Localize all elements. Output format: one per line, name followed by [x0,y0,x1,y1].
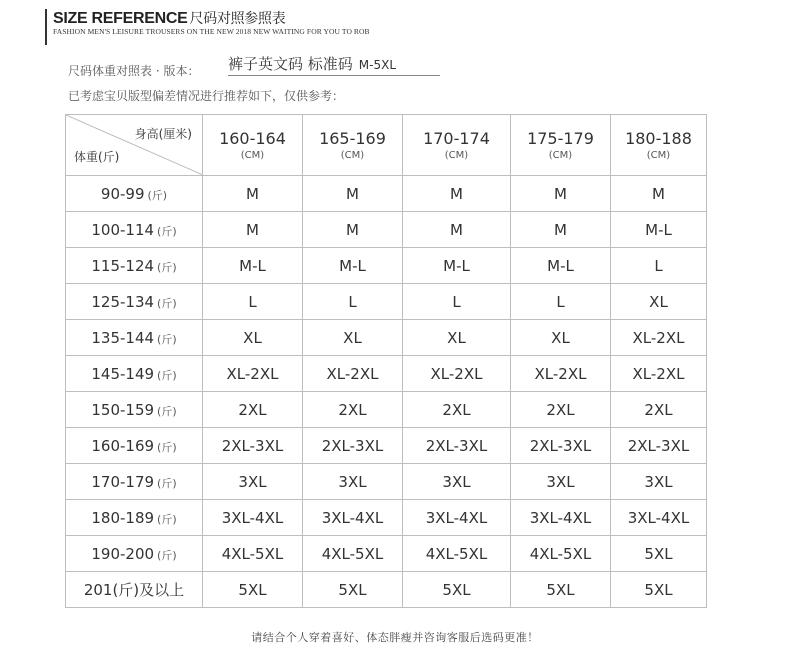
size-cell: XL [611,284,707,320]
size-table [65,114,707,608]
height-unit: (CM) [240,149,265,161]
size-cell: XL [303,320,403,356]
height-unit: (CM) [548,149,573,161]
weight-unit: (斤) [157,512,177,526]
size-cell: 5XL [303,572,403,608]
weight-cell [66,176,203,212]
size-cell: 3XL-4XL [203,500,303,536]
table-row [66,500,707,536]
weight-range: 100-114 [91,220,155,239]
size-cell: L [303,284,403,320]
size-cell: XL-2XL [611,356,707,392]
table-row [66,212,707,248]
size-cell: XL [511,320,611,356]
size-cell: XL-2XL [403,356,511,392]
height-unit: (CM) [340,149,365,161]
weight-cell [66,464,203,500]
weight-range: 160-169 [91,436,155,455]
height-range: 170-174 [423,128,490,148]
weight-unit: (斤) [157,548,177,562]
header-accent-bar [45,9,47,45]
size-cell: M [403,176,511,212]
weight-range: 135-144 [91,328,155,347]
weight-cell [66,248,203,284]
table-row [66,428,707,464]
size-cell: 4XL-5XL [403,536,511,572]
version-range: M-5XL [358,58,397,72]
weight-cell: 201(斤)及以上 [66,572,203,608]
weight-unit: (斤) [157,260,177,274]
weight-unit: (斤) [157,332,177,346]
size-cell: M [403,212,511,248]
title-cn: 尺码对照参照表 [189,11,286,27]
size-cell: 3XL [611,464,707,500]
footer-note: 请结合个人穿着喜好、体态胖瘦并咨询客服后选码更准！ [251,631,539,644]
size-cell: M [203,176,303,212]
height-header-cell [203,115,303,176]
size-cell: M-L [303,248,403,284]
size-cell: 5XL [203,572,303,608]
weight-cell [66,392,203,428]
height-header-cell [611,115,707,176]
size-cell: 4XL-5XL [511,536,611,572]
size-cell: XL [203,320,303,356]
size-cell: 3XL [511,464,611,500]
size-cell: XL-2XL [303,356,403,392]
size-cell: 2XL-3XL [303,428,403,464]
weight-cell [66,536,203,572]
size-cell: 3XL [303,464,403,500]
size-cell: 2XL [511,392,611,428]
size-cell: M-L [611,212,707,248]
weight-cell [66,500,203,536]
size-cell: 3XL [403,464,511,500]
size-cell: XL [403,320,511,356]
weight-unit: (斤) [157,476,177,490]
table-row [66,248,707,284]
size-cell: L [203,284,303,320]
title-en: SIZE REFERENCE [53,10,188,27]
weight-unit: (斤) [157,368,177,382]
weight-cell [66,320,203,356]
size-cell: M [511,176,611,212]
size-cell: L [511,284,611,320]
height-axis-label: 身高(厘米) [134,127,192,141]
weight-axis-label: 体重(斤) [74,150,120,164]
weight-range: 150-159 [91,400,155,419]
size-cell: M [511,212,611,248]
size-cell: M [303,176,403,212]
weight-range: 145-149 [91,364,155,383]
height-range: 160-164 [219,128,286,148]
weight-unit: (斤) [157,296,177,310]
version-label: 尺码体重对照表 · 版本： [68,64,200,78]
size-cell: XL-2XL [203,356,303,392]
height-unit: (CM) [444,149,469,161]
table-row [66,284,707,320]
weight-range: 170-179 [91,472,155,491]
size-cell: 3XL-4XL [511,500,611,536]
size-cell: 2XL-3XL [611,428,707,464]
weight-range: 115-124 [91,256,155,275]
size-cell: 3XL-4XL [303,500,403,536]
size-cell: M [303,212,403,248]
weight-unit: (斤) [157,404,177,418]
size-cell: 2XL-3XL [511,428,611,464]
size-cell: 4XL-5XL [303,536,403,572]
size-cell: 2XL [203,392,303,428]
weight-range: 125-134 [91,292,155,311]
size-cell: M [611,176,707,212]
weight-cell [66,212,203,248]
size-cell: XL-2XL [611,320,707,356]
weight-cell [66,284,203,320]
version-value [228,53,440,76]
size-cell: 2XL [611,392,707,428]
size-cell: 2XL-3XL [203,428,303,464]
size-cell: 3XL-4XL [403,500,511,536]
header-row [66,115,707,176]
weight-cell [66,428,203,464]
size-cell: 2XL [403,392,511,428]
table-row [66,176,707,212]
size-cell: 5XL [403,572,511,608]
size-cell: 4XL-5XL [203,536,303,572]
height-header-cell [511,115,611,176]
height-header-cell [303,115,403,176]
size-cell: 3XL [203,464,303,500]
weight-unit: (斤) [157,440,177,454]
size-cell: XL-2XL [511,356,611,392]
diagonal-divider [66,115,203,175]
height-range: 180-188 [625,128,692,148]
weight-unit: (斤) [147,188,168,202]
size-cell: M [203,212,303,248]
height-header-cell [403,115,511,176]
table-row [66,356,707,392]
height-range: 165-169 [319,128,386,148]
weight-range: 90-99 [100,184,145,203]
size-cell: 2XL-3XL [403,428,511,464]
version-main: 裤子英文码 标准码 [228,55,353,73]
size-cell: L [611,248,707,284]
size-cell: M-L [203,248,303,284]
page-title [53,8,285,28]
size-cell: 3XL-4XL [611,500,707,536]
size-cell: 2XL [303,392,403,428]
size-cell: L [403,284,511,320]
height-unit: (CM) [646,149,671,161]
corner-cell [66,115,203,176]
size-cell: 5XL [611,572,707,608]
recommendation-note: 已考虑宝贝版型偏差情况进行推荐如下，仅供参考： [68,89,345,103]
weight-range: 190-200 [91,544,155,563]
size-cell: 5XL [511,572,611,608]
table-row [66,464,707,500]
size-cell: M-L [511,248,611,284]
weight-unit: (斤) [157,224,177,238]
table-row [66,572,707,608]
size-cell: 5XL [611,536,707,572]
table-row [66,392,707,428]
height-range: 175-179 [527,128,594,148]
weight-range: 180-189 [91,508,155,527]
page-subtitle: FASHION MEN'S LEISURE TROUSERS ON THE NEW 2018 NEW WAITING FOR YOU TO ROB [53,27,370,36]
size-cell: M-L [403,248,511,284]
table-row [66,320,707,356]
weight-cell [66,356,203,392]
table-row [66,536,707,572]
